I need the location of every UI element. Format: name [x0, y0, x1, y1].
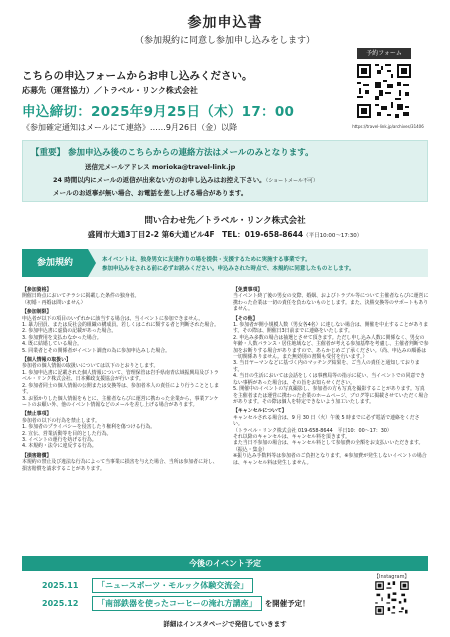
notice-reply-line [53, 175, 318, 184]
notice-email-line: 送信元メールアドレス morioka@travel-link.jp [85, 163, 236, 171]
lead-text: こちらの申込フォームからお申し込みください。 [22, 70, 253, 82]
section-heading: 【参加資格】 [22, 287, 52, 293]
qr-code-icon[interactable] [355, 62, 413, 120]
qr-url[interactable]: https://travel-link.jp/archives/31406 [352, 124, 424, 129]
organizer-text: 応募先（運営協力）／トラベル・リンク株式会社 [22, 86, 198, 95]
section-heading: 【参加制限】 [22, 309, 52, 316]
terms-band [22, 249, 428, 277]
terms-section [233, 408, 429, 466]
terms-right-column [233, 284, 429, 466]
footer-text: 詳細はインスタページで発信していきます [163, 620, 287, 628]
notice-date-text: 《参加確定通知はメールにて連絡》……9月26日（金）以降 [22, 123, 238, 132]
terms-section [22, 411, 222, 449]
section-heading: 【キャンセルについて】 [233, 408, 287, 415]
terms-left-column [22, 284, 222, 472]
contact-address-text: 盛岡市大通3丁目2-2 第6大通ビル4F TEL：019-658-8644 [87, 230, 304, 239]
section-body: 開催日時点においてチラシに掲載した条件の独身者。 （初婚・再婚は問いません） [22, 293, 140, 306]
notice-phone-line: メールのお返事が無い場合、お電話を差し上げる場合があります。 [53, 189, 248, 197]
contact-address [0, 229, 450, 240]
terms-section [22, 309, 222, 354]
section-body: 本規約の禁止及び違法な行為によって当事業に損害を与えた場合、当所は参加者に対し、損害賠償を請求することがあります。 [22, 459, 218, 472]
terms-line-1: 本イベントは、独身男女に友達作りの場を提供・支援するために実施する事業です。 [102, 257, 311, 263]
qr-label: 予約フォーム [357, 48, 411, 59]
section-body: 参加者の個人情報の取扱いについては以下のとおりとします。 1. 参加申込書に記載された個人情報について、管理保管は岩手県南青広域振興局及びトラベル・リンク株式会社、日本郵政支援協会が行います。 2. 参加者同士の個人情報の公開または交換等は、参加者本人の責任により行うこととします。 3. お預かりした個人情報をもとに、主催者ならびに運営に携わった企業から、事業アンケートのお願い外、他のイベント情報などのメールを差し上げる場合があります。 [22, 363, 219, 408]
instagram-label: 【Instagram】 [374, 574, 410, 580]
contact-title: 問い合わせ先／トラベル・リンク株式会社 [144, 216, 306, 226]
terms-section [22, 453, 222, 472]
event-date: 2025.11 [42, 581, 79, 590]
section-heading: 【その他】 [233, 315, 258, 322]
section-heading: 【禁止事項】 [22, 411, 52, 418]
section-body: キャンセルされる場合は、9 月 30 日（火）午後 5 時までに必ず電話で連絡をください。 （トラベル・リンク株式会社 019-658-8644 平日10：00～17：30） それ以降のキャンセルは、キャンセル料を頂きます。 また当日不参加の場合は、キャンセル料として参加費の全額をお支払いいただきます。（振込・集金） ※振り込み手数料等は参加者のご負担となります。※参加費が発生しないイベントの場合は、キャンセル料は発生しません。 [233, 414, 427, 466]
deadline-text: 申込締切：2025年9月25日（木）17：00 [22, 104, 295, 120]
terms-label: 参加規約 [22, 249, 88, 277]
terms-section [22, 287, 222, 306]
terms-line-2: 参加申込みをされる前に必ずお読みください。申込みされた時点で、本規約に同意したものとします。 [102, 266, 355, 272]
event-row [42, 578, 253, 593]
notice-reply-note: （ショートメール不可） [265, 178, 318, 184]
terms-section [233, 287, 429, 313]
page-subtitle: （参加規約に同意し参加申し込みをします） [134, 36, 315, 46]
important-notice-box [22, 140, 428, 202]
section-heading: 【損害賠償】 [22, 452, 52, 459]
terms-section [233, 316, 429, 406]
section-body: 申込者が以下の項目のいずれかに該当する場合は、当イベントに参加できません。 1. 暴力団員、または反社会的組織の構成員。若しくはこれに類する者と判断された場合。 2. 参加申込書に虚偽の記載があった場合。 3. 参加費用を支払わなかった場合。 4. 既に結婚している場合。 5. 同業者とその関係者がイベント調査の為に参加申込みした場合。 [22, 315, 219, 354]
page-title: 参加申込書 [187, 15, 263, 31]
event-row [42, 596, 310, 611]
section-body: 参加者の以下の行為を禁止します。 1. 参加者のプライバシーを侵害したり権利を傷つける行為。 2. 宣伝、営業活動等を目的とした行為。 3. イベントの運行を妨げる行為。 4. 本規約・法令に違反する行為。 [22, 417, 156, 450]
instagram-qr-icon[interactable] [374, 580, 410, 616]
section-heading: 【免責事項】 [233, 287, 263, 293]
section-heading: 【個人情報の取扱い】 [22, 357, 71, 364]
contact-hours: （平日10:00～17:30） [303, 233, 363, 239]
notice-reply-text: 24 時間以内にメールの返信が出来ない方のお申し込みはお控え下さい。 [53, 176, 266, 184]
event-suffix: を開催予定！ [264, 599, 310, 608]
terms-section [22, 357, 222, 408]
event-name: 「南部鉄器を使ったコーヒーの淹れ方講座」 [92, 596, 262, 611]
events-band: 今後のイベント予定 [22, 556, 428, 571]
section-body: 1. 参加者が開小規模人数（男女各4名）に達しない場合は、開催を中止することがあります。その際は、開催日3日前までに連絡をいたします。 2. 申込み多数の場合は抽選とさせて頂きます。ただし申し込み人数に関係なく、男女の年齢・人数バランス・居住地域など、主催者が考える参加基準を考慮し、主催者判断で参加をお断りする場合がありますので、あらかじめご了承ください。（尚、申込みの順番は一切関係ありません。また無効別の書類も受付を行います。） 3. 当日ヤーマンなどに基づく内のマッチング結果を、ご当人の責任と通知しております。 4. 当日の生活においては会話をしくは事務局等の指示に従い、当イベントでの同意できない事柄があった場合は、その旨をお知らせください。 5. 開催中のイベントの写真撮影し、参加者の方も写真を撮影することがあります。写真を主催者または運営に携わった企業のホームページ、ブログ等に掲載させていただく場合があります。その際は個人を特定できないよう加工いたします。 [233, 322, 429, 405]
event-date: 2025.12 [42, 599, 79, 608]
notice-heading: 【重要】 参加申込み後のこちらからの連絡方法はメールのみとなります。 [31, 148, 314, 158]
event-name: 「ニュースポーツ・モルック体験交流会」 [92, 578, 253, 593]
section-body: 当イベント終了後の男女の交際、婚姻、およびトラブル等について主催者ならびに運営に携わった企業は一切の責任を負わないものとします。また、決勝交換等のサポートもありません。 [233, 293, 429, 313]
